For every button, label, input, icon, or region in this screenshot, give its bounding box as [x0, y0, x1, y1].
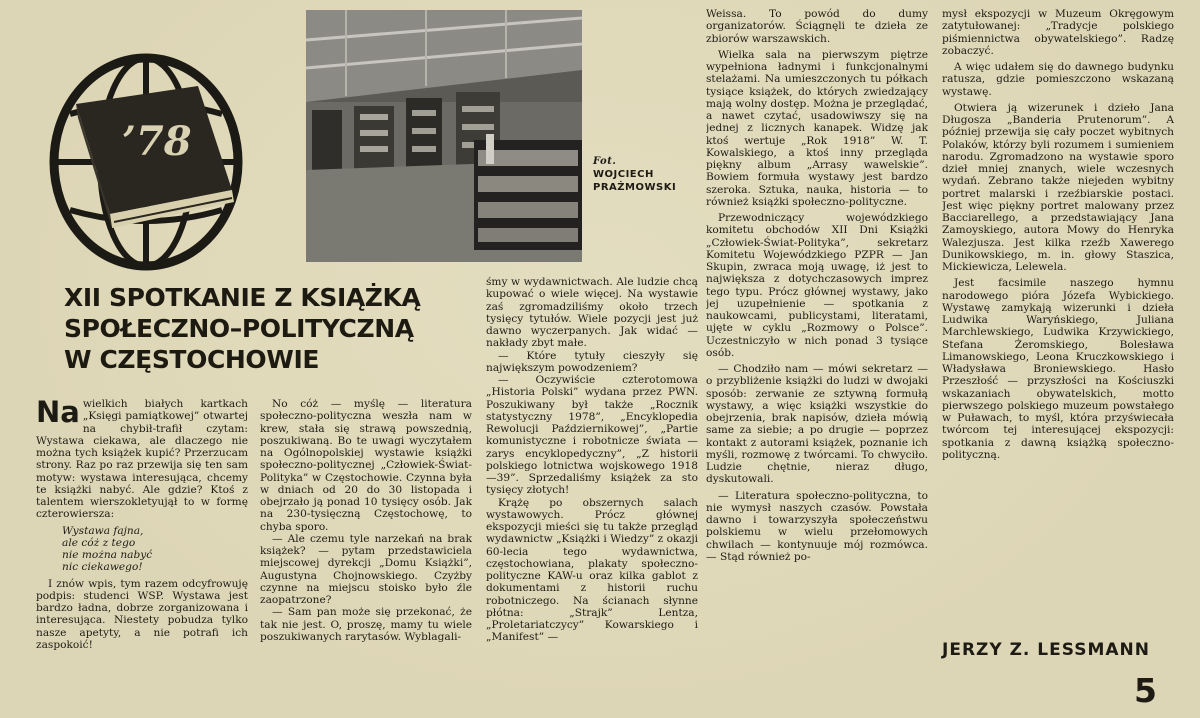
text-column-5 — [942, 8, 1174, 633]
verse-line-2: ale cóż z tego — [62, 536, 136, 549]
page-number: 5 — [1134, 671, 1157, 710]
text-column-3 — [486, 276, 698, 698]
exhibition-photo — [306, 10, 582, 262]
logo-badge-text: ’78 — [122, 118, 192, 165]
drop-cap: Na — [36, 398, 80, 429]
author-signature: JERZY Z. LESSMANN — [942, 640, 1150, 660]
verse-line-4: nic ciekawego! — [62, 561, 143, 574]
column-5-paragraph-1: mysł ekspozycji w Muzeum Okręgowym zatytułowanej: „Tradycje polskiego piśmiennictwa obywatelskiego”. Radzę zobaczyć. — [942, 8, 1174, 57]
column-1-intro — [36, 398, 248, 521]
verse-line-1: Wystawa fajna, — [62, 524, 144, 537]
column-4-paragraph-3: Przewodniczący wojewódzkiego komitetu obchodów XII Dni Książki „Człowiek-Świat-Polityka”, sekretarz Komitetu Wojewódzkiego PZPR — Jan Skupin, zwraca moją uwagę, iż jest to największa z dotychczasowych imprez tego typu. Prócz głównej wystawy, jako jej uzupełnienie — spotkania z naukowcami, publicystami, literatami, ujęte w cyklu „Rozmowy o Polsce”. Uczestniczyło w nich ponad 3 tysiące osób. — [706, 212, 928, 359]
photo-credit-name-first: WOJCIECH — [593, 169, 654, 180]
column-3-paragraph-4: Krążę po obszernych salach wystawowych. Prócz głównej ekspozycji mieści się tu także przegląd wydawnictw „Książki i Wiedzy” z okazji 60-lecia tego wydawnictwa, częstochowiana, plakaty społeczno-polityczne KAW-u oraz kilka gablot z dokumentami z historii ruchu robotniczego. Na ścianach słynne płótna: „Strajk” Lentza, „Proletariatczycy” Kowarskiego i „Manifest” — — [486, 496, 698, 644]
column-5-paragraph-3: Otwiera ją wizerunek i dzieło Jana Długosza „Banderia Prutenorum”. A później przewija się cały poczet wybitnych Polaków, którzy byli rozumem i sumieniem narodu. Zgromadzono na wystawie sporo dzieł mniej znanych, wiele wczesnych wydań. Zebrano także niejeden wybitny portret malarski i rzeźbiarskie postaci. Jest więc piękny portret malowany przez Bacciarellego, a przedstawiający Jana Zamoyskiego, autora Mowy do Henryka Walezjusza. Jest kilka rzeźb Xawerego Dunikowskiego, m. in. głowy Staszica, Mickiewicza, Lelewela. — [942, 101, 1174, 273]
text-column-4 — [706, 8, 928, 698]
photo-credit-name-last: PRAŻMOWSKI — [593, 182, 677, 193]
article-headline — [64, 282, 484, 375]
column-1-paragraph-2: I znów wpis, tym razem odcyfrowuję podpis: studenci WSP. Wystawa jest bardzo ładna, dobrze zorganizowana i interesująca. Niestety pobudza tylko nasze apetyty, a nie potrafi ich zaspokoić! — [36, 577, 248, 651]
verse-line-3: nie można nabyć — [62, 549, 153, 561]
column-4-paragraph-2: Wielka sala na pierwszym piętrze wypełniona ładnymi i funkcjonalnymi stelażami. Na umieszczonych tu półkach tysiące książek, do których zwiedzający mają wolny dostęp. Można je przeglądać, a nawet czytać, usadowiwszy się na jednej z licznych kanapek. Widzę jak ktoś wertuje „Rok 1918” W. T. Kowalskiego, a ktoś inny przegląda piękny album „Arrasy wawelskie”. Bowiem formuła wystawy jest bardzo szeroka. Sztuka, nauka, historia — to również książki społeczno-polityczne. — [706, 48, 928, 208]
photo-credit — [593, 155, 713, 194]
column-2-paragraph-2: — Ale czemu tyle narzekań na brak książek? — pytam przedstawiciela miejscowej dyrekcji „Domu Książki”, Augustyna Chojnowskiego. Czyżby czynne na miejscu stoisko było źle zaopatrzone? — [260, 532, 472, 606]
column-2-paragraph-3: — Sam pan może się przekonać, że tak nie jest. O, proszę, mamy tu wiele poszukiwanych rarytasów. Wyblagali- — [260, 606, 472, 643]
column-4-paragraph-5: — Literatura społeczno-polityczna, to nie wymysł naszych czasów. Powstała dawno i towarzyszyła społeczeństwu polskiemu w wielu przełomowych chwilach — kontynuuje mój rozmówca. — Stąd również po- — [706, 489, 928, 563]
column-1-paragraph-1: wielkich białych kartkach „Księgi pamiątkowej” otwartej na chybił-trafił czytam: Wystawa ciekawa, ale dlaczego nie można tych książek kupić? Przerzucam strony. Raz po raz przewija się ten sam motyw: wystawa interesująca, chcemy te książki nabyć. Ale gdzie? Ktoś z talentem wierszokletyujął to w formę czterowiersza: — [36, 398, 248, 521]
column-3-paragraph-3: — Oczywiście czterotomowa „Historia Polski” wydana przez PWN. Poszukiwany był także „Rocznik statystyczny 1978”, „Encyklopedia Rewolucji Październikowej”, „Partie komunistyczne i robotnicze świata — zarys encyklopedyczny”, „Z historii polskiego lotnictwa wojskowego 1918—39”. Sprzedaliśmy książek za sto tysięcy złotych! — [486, 374, 698, 497]
column-3-paragraph-2: — Które tytuły cieszyły się największym powodzeniem? — [486, 349, 698, 374]
bookshelf-hall-illustration — [306, 10, 582, 262]
column-5-paragraph-4: Jest facsimile naszego hymnu narodowego pióra Józefa Wybickiego. Wystawę zamykają wizerunki i dzieła Ludwika Waryńskiego, Juliana Marchlewskiego, Ludwika Krzywickiego, Stefana Żeromskiego, Bolesława Limanowskiego, Leona Kruczkowskiego i Władysława Broniewskiego. Hasło Przeszłość — przyszłości na Kościuszki wskazaniach obywatelskich, motto pierwszego polskiego muzeum powstałego w Puławach, to myśl, która przyświecała twórcom tej interesującej ekspozycji: spotkania z dawną książką społeczno-polityczną. — [942, 277, 1174, 461]
headline-line-1: XII SPOTKANIE Z KSIĄŻKĄ — [64, 283, 421, 312]
column-4-paragraph-1: Weissa. To powód do dumy organizatorów. Ściągnęli te dzieła ze zbiorów warszawskich. — [706, 8, 928, 45]
column-4-paragraph-4: — Chodziło nam — mówi sekretarz — o przybliżenie książki do ludzi w dwojaki sposób: zerwanie ze sztywną formułą wystawy, a więc książki wszystkie do obejrzenia, brak napisów, dzieła mówią same za siebie; a po drugie — poprzez kontakt z autorami książek, poznanie ich myśli, rozmowę z twórcami. To chwyciło. Ludzie chętnie, nieraz długo, dyskutowali. — [706, 363, 928, 486]
column-2-paragraph-1: No cóż — myślę — literatura społeczno-polityczna weszła nam w krew, stała się strawą powszednią, poszukiwaną. Bo te uwagi wyczytałem na Ogólnopolskiej wystawie książki społeczno-politycznej „Człowiek-Świat-Polityka” w Częstochowie. Czynna była w dniach od 20 do 30 listopada i obejrzało ją ponad 10 tysięcy osób. Jak na 230-tysięczną Częstochowę, to chyba sporo. — [260, 398, 472, 533]
text-column-1 — [36, 398, 248, 698]
headline-line-3: W CZĘSTOCHOWIE — [64, 345, 320, 374]
headline-line-2: SPOŁECZNO–POLITYCZNĄ — [64, 314, 414, 343]
text-column-2 — [260, 398, 472, 698]
column-5-paragraph-2: A więc udałem się do dawnego budynku ratusza, gdzie pomieszczono wskazaną wystawę. — [942, 61, 1174, 98]
photo-credit-label: Fot. — [593, 156, 617, 167]
column-3-paragraph-1: śmy w wydawnictwach. Ale ludzie chcą kupować o wiele więcej. Na wystawie zaś zgromadziliśmy około trzech tysięcy tytułów. Wiele pozycji jest już dawno wyczerpanych. Jak widać — nakłady zbyt małe. — [486, 276, 698, 350]
